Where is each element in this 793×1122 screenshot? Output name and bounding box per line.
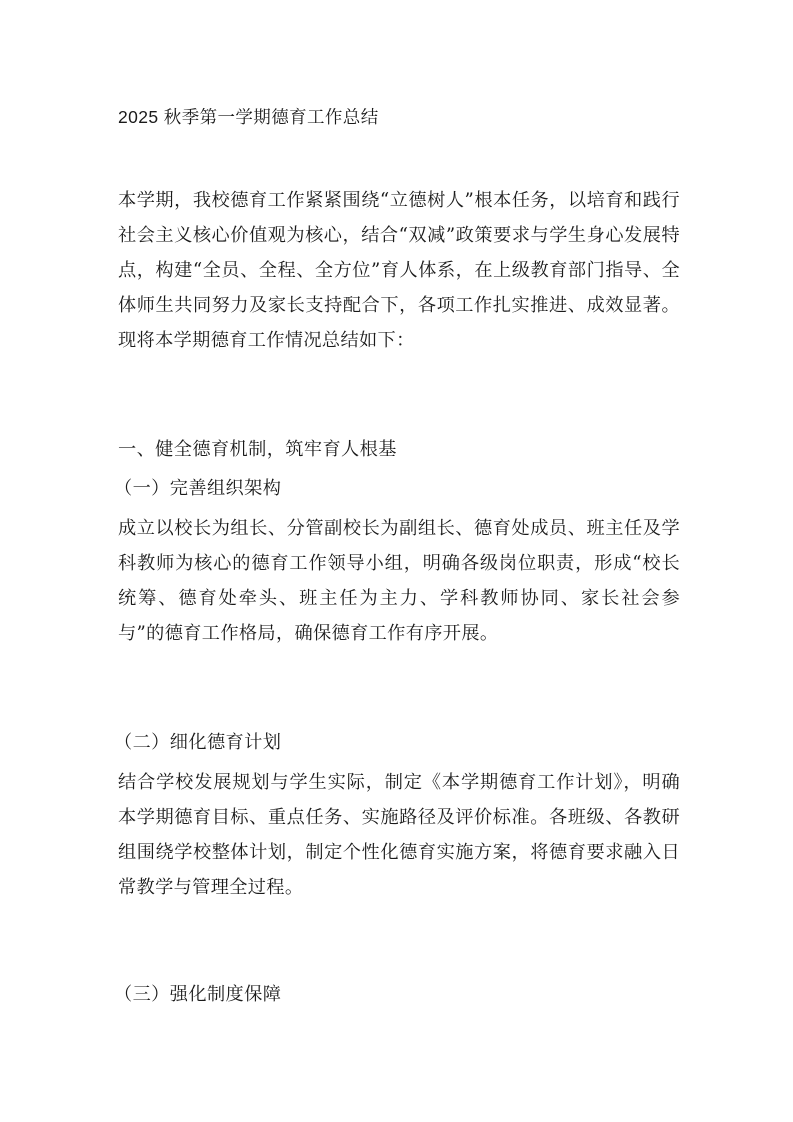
subsection-1-heading: （一）完善组织架构 xyxy=(114,478,282,499)
section-1-heading: 一、健全德育机制，筑牢育人根基 xyxy=(118,439,397,460)
document-title: 2025 秋季第一学期德育工作总结 xyxy=(118,107,379,127)
subsection-3-heading: （三）强化制度保障 xyxy=(114,984,282,1005)
subsection-2-heading: （二）细化德育计划 xyxy=(114,732,282,753)
subsection-1-body: 成立以校长为组长、分管副校长为副组长、德育处成员、班主任及学科教师为核心的德育工作领导小组，明确各级岗位职责，形成“校长统筹、德育处牵头、班主任为主力、学科教师协同、家长社会参与”的德育工作格局，确保德育工作有序开展。 xyxy=(118,518,680,644)
subsection-2-body: 结合学校发展规划与学生实际，制定《本学期德育工作计划》，明确本学期德育目标、重点任务、实施路径及评价标准。各班级、各教研组围绕学校整体计划，制定个性化德育实施方案，将德育要求融入日常教学与管理全过程。 xyxy=(118,772,680,898)
intro-paragraph: 本学期，我校德育工作紧紧围绕“立德树人”根本任务，以培育和践行社会主义核心价值观为核心，结合“双减”政策要求与学生身心发展特点，构建“全员、全程、全方位”育人体系，在上级教育部门指导、全体师生共同努力及家长支持配合下，各项工作扎实推进、成效显著。现将本学期德育工作情况总结如下： xyxy=(118,190,680,351)
